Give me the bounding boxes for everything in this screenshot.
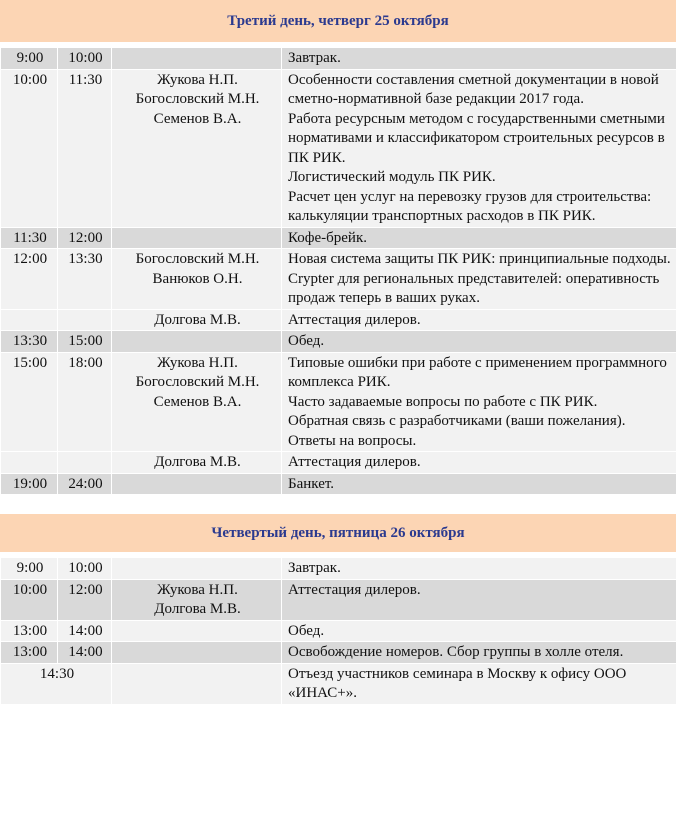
agenda-item: Завтрак. [288, 560, 341, 576]
speaker-name: Долгова М.В. [154, 311, 241, 328]
end-time: 10:00 [58, 558, 112, 580]
speakers-cell [112, 352, 282, 452]
agenda-item: Аттестация дилеров. [288, 311, 421, 328]
speaker-name: Ванюков О.Н. [152, 270, 243, 287]
speakers-cell [112, 620, 282, 642]
agenda-item: Новая система защиты ПК РИК: принципиальные подходы. [288, 251, 671, 267]
description-cell [282, 558, 676, 580]
agenda-item: Обед. [288, 622, 325, 639]
time-cell: 14:30 [1, 663, 112, 704]
description-cell [282, 249, 676, 310]
agenda-item: Отъезд участников семинара в Москву к офису ООО «ИНАС+». [288, 665, 627, 701]
speaker-name: Богословский М.Н. [135, 374, 260, 390]
schedule-row [1, 642, 676, 664]
description-cell [282, 452, 676, 474]
speaker-name: Долгова М.В. [154, 454, 241, 470]
end-time: 18:00 [58, 352, 112, 452]
schedule-row [1, 663, 676, 704]
day-header [0, 0, 676, 42]
agenda-item: Аттестация дилеров. [288, 581, 421, 598]
start-time: 10:00 [1, 69, 58, 227]
description-cell [282, 473, 676, 495]
description-cell [282, 620, 676, 642]
agenda-item: Логистический модуль ПК РИК. [288, 169, 496, 185]
schedule-row [1, 309, 676, 331]
description-cell [282, 69, 676, 227]
start-time: 13:00 [1, 642, 58, 664]
agenda-item: Типовые ошибки при работе с применением программного комплекса РИК. [288, 354, 667, 390]
day-header [0, 514, 676, 552]
speakers-cell [112, 642, 282, 664]
agenda-item: Расчет цен услуг на перевозку грузов для строительства: калькуляции транспортных расходов в ПК РИК. [288, 188, 652, 224]
end-time [58, 309, 112, 331]
start-time: 9:00 [1, 558, 58, 580]
schedule-row [1, 558, 676, 580]
speakers-cell [112, 663, 282, 704]
speaker-name: Семенов В.А. [153, 110, 242, 127]
schedule-row [1, 227, 676, 249]
start-time: 10:00 [1, 579, 58, 620]
speakers-cell [112, 579, 282, 620]
agenda-item: Кофе-брейк. [288, 229, 367, 246]
description-cell [282, 642, 676, 664]
schedule-row [1, 620, 676, 642]
speaker-name: Жукова Н.П. [157, 581, 238, 598]
speakers-cell [112, 69, 282, 227]
schedule-row [1, 249, 676, 310]
schedule-table [0, 47, 676, 495]
speaker-name: Жукова Н.П. [157, 71, 238, 88]
speakers-cell [112, 309, 282, 331]
start-time [1, 452, 58, 474]
end-time: 14:00 [58, 642, 112, 664]
start-time: 11:30 [1, 227, 58, 249]
speakers-cell [112, 473, 282, 495]
end-time: 11:30 [58, 69, 112, 227]
agenda-item: Обед. [288, 333, 325, 349]
start-time: 9:00 [1, 48, 58, 70]
description-cell [282, 352, 676, 452]
schedule-table [0, 557, 676, 705]
schedule-row [1, 579, 676, 620]
description-cell [282, 663, 676, 704]
end-time: 12:00 [58, 227, 112, 249]
start-time: 15:00 [1, 352, 58, 452]
start-time [1, 309, 58, 331]
day-title: Третий день, четверг 25 октября [227, 13, 449, 29]
end-time: 14:00 [58, 620, 112, 642]
agenda-item: Обратная связь с разработчиками (ваши пожелания). [288, 413, 626, 429]
speaker-name: Семенов В.А. [153, 393, 242, 410]
start-time: 13:00 [1, 620, 58, 642]
agenda-item: Банкет. [288, 475, 335, 492]
description-cell [282, 227, 676, 249]
start-time: 13:30 [1, 331, 58, 353]
agenda-item: Аттестация дилеров. [288, 454, 421, 470]
start-time: 19:00 [1, 473, 58, 495]
speaker-name: Богословский М.Н. [135, 91, 260, 107]
schedule-row [1, 473, 676, 495]
speaker-name: Богословский М.Н. [135, 251, 260, 267]
end-time: 24:00 [58, 473, 112, 495]
end-time: 12:00 [58, 579, 112, 620]
start-time: 12:00 [1, 249, 58, 310]
end-time: 15:00 [58, 331, 112, 353]
agenda-item: Ответы на вопросы. [288, 432, 417, 449]
speakers-cell [112, 558, 282, 580]
agenda-item: Завтрак. [288, 50, 341, 66]
schedule-row [1, 452, 676, 474]
schedule-row [1, 69, 676, 227]
agenda-item: Работа ресурсным методом с государственными сметными нормативами и классификатором строительных ресурсов в ПК РИК. [288, 110, 665, 166]
agenda-item: Crypter для региональных представителей: оперативность продаж теперь в ваших руках. [288, 270, 660, 306]
end-time: 13:30 [58, 249, 112, 310]
speakers-cell [112, 331, 282, 353]
speakers-cell [112, 227, 282, 249]
description-cell [282, 309, 676, 331]
speakers-cell [112, 452, 282, 474]
schedule-row [1, 352, 676, 452]
speakers-cell [112, 249, 282, 310]
end-time [58, 452, 112, 474]
agenda-item: Часто задаваемые вопросы по работе с ПК РИК. [288, 393, 598, 410]
day-title: Четвертый день, пятница 26 октября [211, 525, 465, 541]
schedule-row [1, 48, 676, 70]
end-time: 10:00 [58, 48, 112, 70]
description-cell [282, 331, 676, 353]
speakers-cell [112, 48, 282, 70]
schedule-row [1, 331, 676, 353]
description-cell [282, 579, 676, 620]
agenda-item: Освобождение номеров. Сбор группы в холле отеля. [288, 644, 624, 660]
agenda-item: Особенности составления сметной документации в новой сметно-нормативной базе редакции 2017 года. [288, 71, 659, 107]
speaker-name: Долгова М.В. [154, 601, 241, 617]
speaker-name: Жукова Н.П. [157, 354, 238, 371]
description-cell [282, 48, 676, 70]
